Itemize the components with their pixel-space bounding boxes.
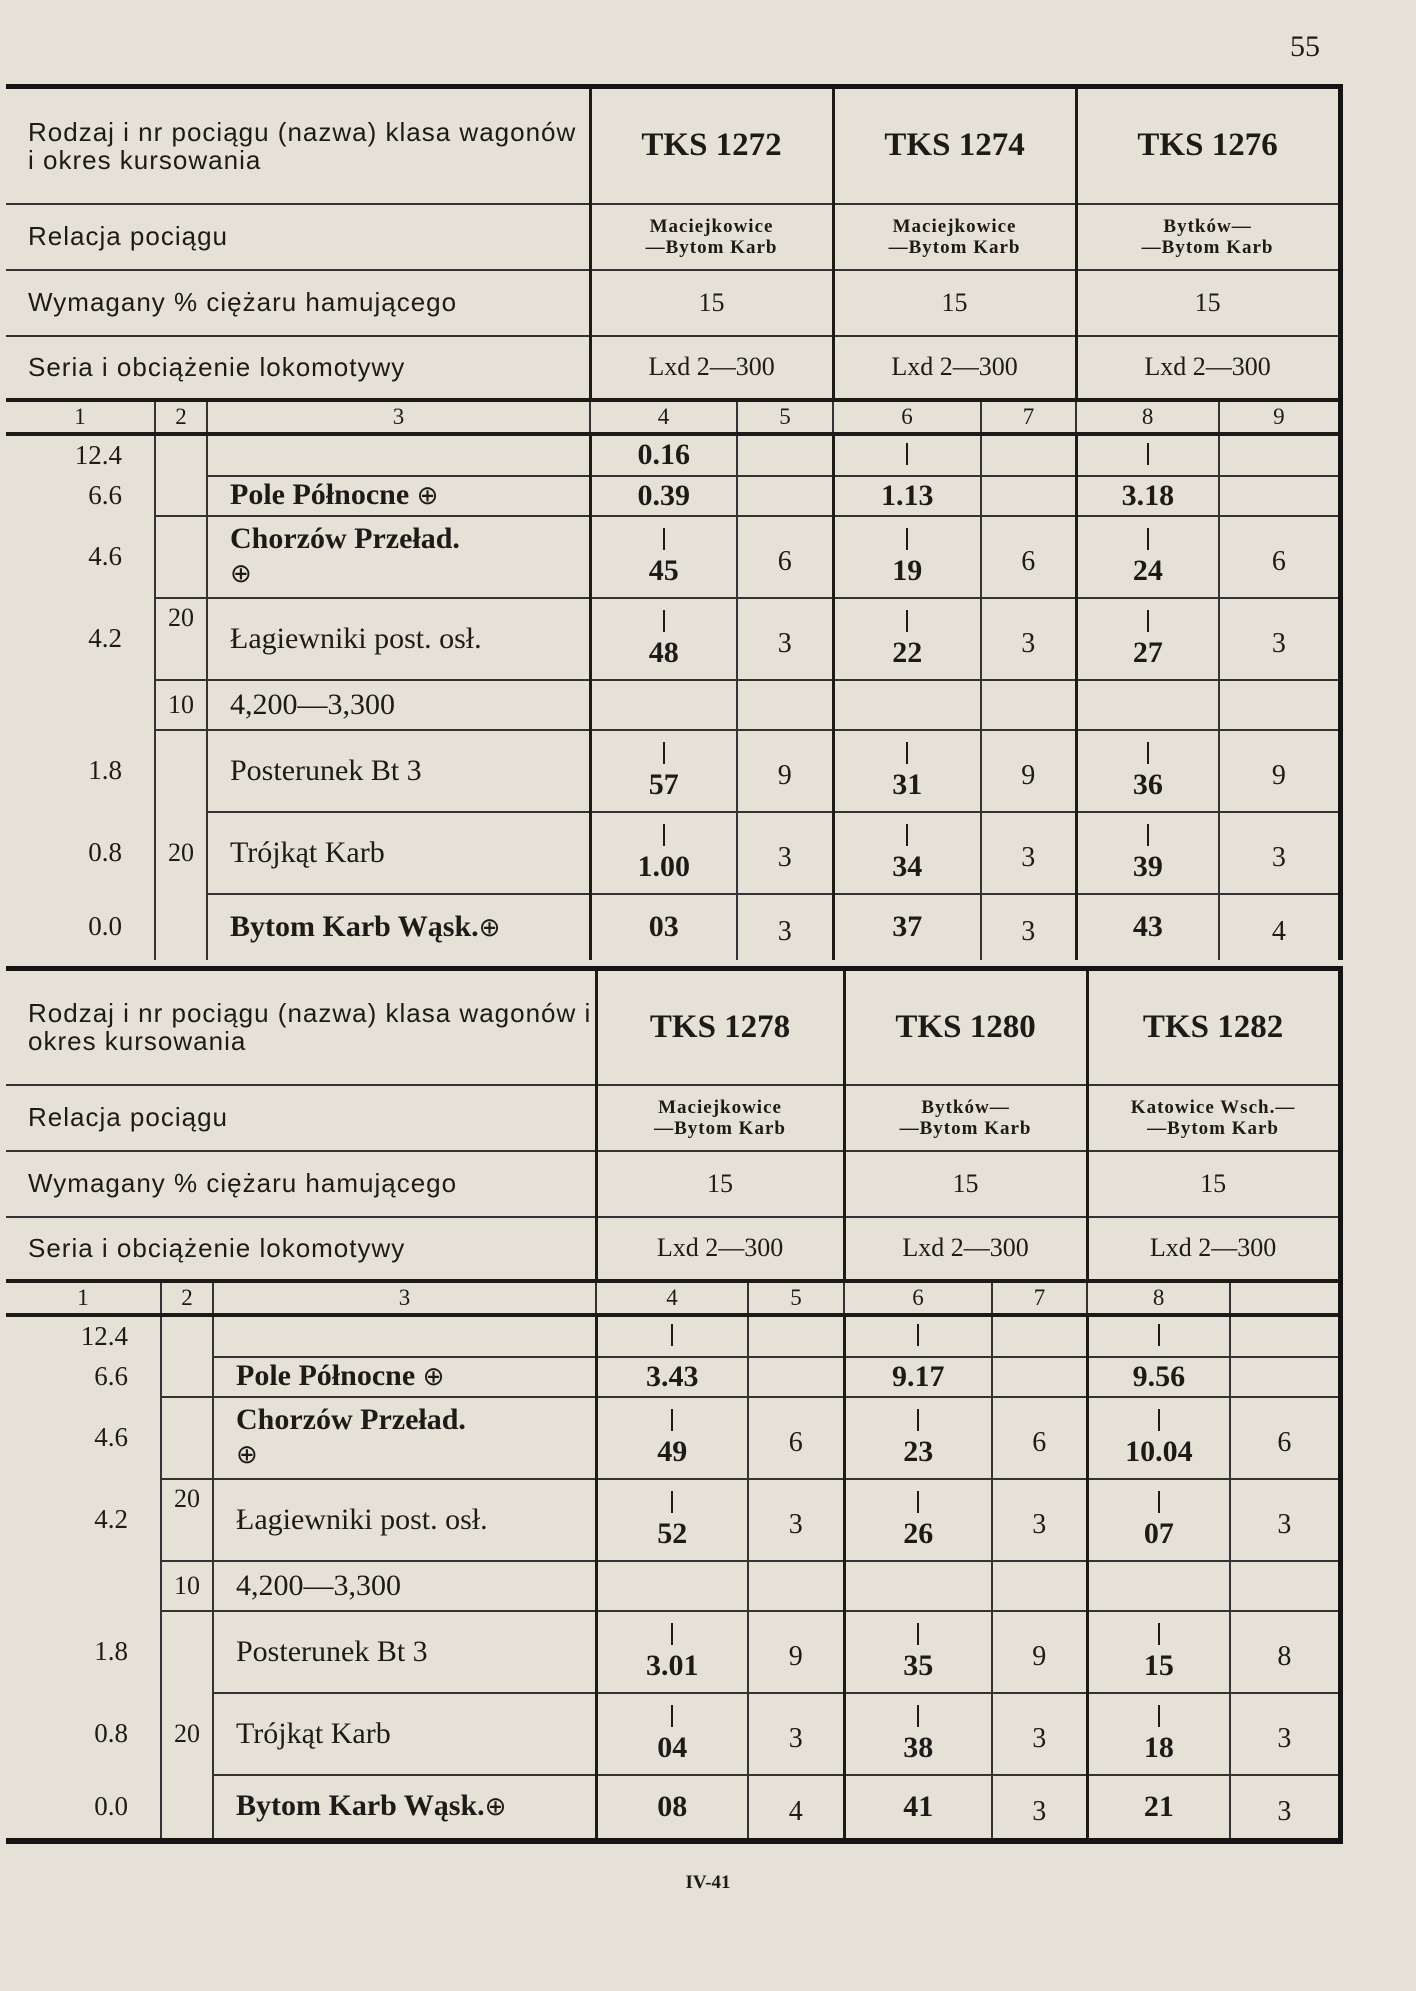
column-number: 9 — [1219, 400, 1340, 434]
speed-limit: 20 — [161, 1479, 213, 1561]
relation-label: Relacja pociągu — [6, 1085, 596, 1151]
page-number: 55 — [1290, 30, 1320, 63]
station-name: Trójkąt Karb — [207, 812, 590, 894]
run-time: 3 — [1230, 1775, 1340, 1841]
locomotive-6: Lxd 2—300 — [1087, 1217, 1340, 1281]
run-time: 3 — [1219, 598, 1340, 680]
speed-limit: 10 — [161, 1561, 213, 1611]
run-time: 3 — [1230, 1693, 1340, 1775]
column-number: 7 — [981, 400, 1076, 434]
run-time: 6 — [1230, 1397, 1340, 1479]
time: 38 — [844, 1693, 992, 1775]
run-time: 4 — [748, 1775, 844, 1841]
train-type-label: Rodzaj i nr pociągu (nazwa) klasa wagonów i okres kursowania — [6, 969, 596, 1085]
train-relation-6: Katowice Wsch.— —Bytom Karb — [1087, 1085, 1340, 1151]
run-time: 9 — [981, 730, 1076, 812]
timetable-1 — [6, 84, 1343, 960]
column-number: 1 — [6, 400, 155, 434]
run-time: 3 — [981, 894, 1076, 960]
run-time: 3 — [737, 894, 833, 960]
speed-limit: 10 — [155, 680, 207, 730]
time: 15 — [1087, 1611, 1230, 1693]
km-start: 12.4 — [6, 1315, 161, 1357]
time: 07 — [1087, 1479, 1230, 1561]
station-km: 1.8 — [6, 1611, 161, 1693]
train-relation-4: Maciejkowice —Bytom Karb — [596, 1085, 844, 1151]
column-number: 6 — [844, 1281, 992, 1315]
run-time: 6 — [1219, 516, 1340, 598]
train-name-2: TKS 1274 — [833, 87, 1076, 204]
brake-percent-6: 15 — [1087, 1151, 1340, 1217]
station-name: Chorzów Przeład. ⊕ — [213, 1397, 596, 1479]
brake-label: Wymagany % ciężaru hamującego — [6, 1151, 596, 1217]
km-start: 12.4 — [6, 434, 155, 476]
time: 3.18 — [1076, 476, 1219, 516]
run-time: 9 — [992, 1611, 1087, 1693]
column-number: 8 — [1076, 400, 1219, 434]
run-time: 4 — [1219, 894, 1340, 960]
relation-label: Relacja pociągu — [6, 204, 590, 270]
station-name: Chorzów Przeład. ⊕ — [207, 516, 590, 598]
time: 43 — [1076, 894, 1219, 960]
run-time: 6 — [992, 1397, 1087, 1479]
column-number: 3 — [207, 400, 590, 434]
time: 10.04 — [1087, 1397, 1230, 1479]
column-number: 4 — [590, 400, 737, 434]
column-number: 3 — [213, 1281, 596, 1315]
speed-limit: 20 — [155, 598, 207, 680]
station-name: Bytom Karb Wąsk.⊕ — [207, 894, 590, 960]
speed-limit: 20 — [155, 812, 207, 894]
run-time: 3 — [992, 1693, 1087, 1775]
station-km: 0.0 — [6, 1775, 161, 1841]
station-km: 4.6 — [6, 1397, 161, 1479]
run-time: 9 — [1219, 730, 1340, 812]
time: 04 — [596, 1693, 748, 1775]
column-number: 4 — [596, 1281, 748, 1315]
time: 37 — [833, 894, 981, 960]
time: 31 — [833, 730, 981, 812]
column-number: 1 — [6, 1281, 161, 1315]
run-time: 9 — [748, 1611, 844, 1693]
run-time: 6 — [737, 516, 833, 598]
time: 48 — [590, 598, 737, 680]
column-number: 7 — [992, 1281, 1087, 1315]
time: 9.17 — [844, 1357, 992, 1397]
time: 45 — [590, 516, 737, 598]
time: 18 — [1087, 1693, 1230, 1775]
station-name: Łagiewniki post. osł. — [213, 1479, 596, 1561]
station-name: Łagiewniki post. osł. — [207, 598, 590, 680]
station-km: 6.6 — [6, 476, 155, 516]
time: 24 — [1076, 516, 1219, 598]
time: 52 — [596, 1479, 748, 1561]
station-km: 4.6 — [6, 516, 155, 598]
locomotive-label: Seria i obciążenie lokomotywy — [6, 336, 590, 400]
train-relation-3: Bytków— —Bytom Karb — [1076, 204, 1340, 270]
time: 26 — [844, 1479, 992, 1561]
column-numbers — [6, 400, 1340, 434]
train-name-6: TKS 1282 — [1087, 969, 1340, 1085]
train-type-label: Rodzaj i nr pociągu (nazwa) klasa wagonów i okres kursowania — [6, 87, 590, 204]
page-footer: IV-41 — [685, 1872, 731, 1893]
time: 1.00 — [590, 812, 737, 894]
speed-limit: 20 — [161, 1693, 213, 1775]
column-number — [1230, 1281, 1340, 1315]
locomotive-5: Lxd 2—300 — [844, 1217, 1087, 1281]
time: 36 — [1076, 730, 1219, 812]
column-number: 2 — [155, 400, 207, 434]
station-km: 6.6 — [6, 1357, 161, 1397]
station-km: 4.2 — [6, 1479, 161, 1561]
time: 41 — [844, 1775, 992, 1841]
station-name: Posterunek Bt 3 — [213, 1611, 596, 1693]
junction-symbol-icon: ⊕ — [230, 559, 252, 589]
station-name: Bytom Karb Wąsk.⊕ — [213, 1775, 596, 1841]
run-time: 8 — [1230, 1611, 1340, 1693]
run-time: 3 — [992, 1775, 1087, 1841]
run-time: 3 — [1230, 1479, 1340, 1561]
time: 9.56 — [1087, 1357, 1230, 1397]
run-time: 6 — [981, 516, 1076, 598]
train-relation-1: Maciejkowice —Bytom Karb — [590, 204, 833, 270]
station-name: Pole Północne ⊕ — [207, 476, 590, 516]
column-number: 5 — [737, 400, 833, 434]
brake-percent-4: 15 — [596, 1151, 844, 1217]
run-time: 3 — [737, 812, 833, 894]
run-time: 3 — [992, 1479, 1087, 1561]
junction-symbol-icon: ⊕ — [422, 1362, 445, 1392]
time: 27 — [1076, 598, 1219, 680]
time: 19 — [833, 516, 981, 598]
time: 1.13 — [833, 476, 981, 516]
train-name-4: TKS 1278 — [596, 969, 844, 1085]
locomotive-1: Lxd 2—300 — [590, 336, 833, 400]
brake-label: Wymagany % ciężaru hamującego — [6, 270, 590, 336]
column-number: 2 — [161, 1281, 213, 1315]
junction-symbol-icon: ⊕ — [478, 912, 501, 943]
station-km: 0.0 — [6, 894, 155, 960]
station-name: Posterunek Bt 3 — [207, 730, 590, 812]
time: 34 — [833, 812, 981, 894]
station-name: Pole Północne ⊕ — [213, 1357, 596, 1397]
section-range: 4,200—3,300 — [207, 680, 590, 730]
run-time: 9 — [737, 730, 833, 812]
station-name: Trójkąt Karb — [213, 1693, 596, 1775]
locomotive-4: Lxd 2—300 — [596, 1217, 844, 1281]
time: 57 — [590, 730, 737, 812]
column-numbers — [6, 1281, 1340, 1315]
time: 08 — [596, 1775, 748, 1841]
time: 35 — [844, 1611, 992, 1693]
run-time: 3 — [737, 598, 833, 680]
section-range: 4,200—3,300 — [213, 1561, 596, 1611]
train-name-3: TKS 1276 — [1076, 87, 1340, 204]
locomotive-3: Lxd 2—300 — [1076, 336, 1340, 400]
time: 23 — [844, 1397, 992, 1479]
junction-symbol-icon: ⊕ — [484, 1792, 507, 1822]
run-time: 3 — [1219, 812, 1340, 894]
time: 39 — [1076, 812, 1219, 894]
timetable-2 — [6, 966, 1343, 1844]
run-time: 3 — [748, 1479, 844, 1561]
time: 21 — [1087, 1775, 1230, 1841]
run-time: 3 — [981, 598, 1076, 680]
junction-symbol-icon: ⊕ — [236, 1440, 258, 1470]
junction-symbol-icon: ⊕ — [416, 481, 439, 511]
station-km: 0.8 — [6, 812, 155, 894]
time: 3.43 — [596, 1357, 748, 1397]
run-time: 6 — [748, 1397, 844, 1479]
departure-time: 0.16 — [590, 434, 737, 476]
station-km: 1.8 — [6, 730, 155, 812]
locomotive-label: Seria i obciążenie lokomotywy — [6, 1217, 596, 1281]
time: 3.01 — [596, 1611, 748, 1693]
train-relation-5: Bytków— —Bytom Karb — [844, 1085, 1087, 1151]
column-number: 6 — [833, 400, 981, 434]
time: 22 — [833, 598, 981, 680]
train-relation-2: Maciejkowice —Bytom Karb — [833, 204, 1076, 270]
run-time: 3 — [981, 812, 1076, 894]
locomotive-2: Lxd 2—300 — [833, 336, 1076, 400]
time: 49 — [596, 1397, 748, 1479]
time: 03 — [590, 894, 737, 960]
column-number: 5 — [748, 1281, 844, 1315]
brake-percent-2: 15 — [833, 270, 1076, 336]
brake-percent-1: 15 — [590, 270, 833, 336]
brake-percent-5: 15 — [844, 1151, 1087, 1217]
brake-percent-3: 15 — [1076, 270, 1340, 336]
train-name-1: TKS 1272 — [590, 87, 833, 204]
station-km: 0.8 — [6, 1693, 161, 1775]
column-number: 8 — [1087, 1281, 1230, 1315]
run-time: 3 — [748, 1693, 844, 1775]
train-name-5: TKS 1280 — [844, 969, 1087, 1085]
time: 0.39 — [590, 476, 737, 516]
station-km: 4.2 — [6, 598, 155, 680]
